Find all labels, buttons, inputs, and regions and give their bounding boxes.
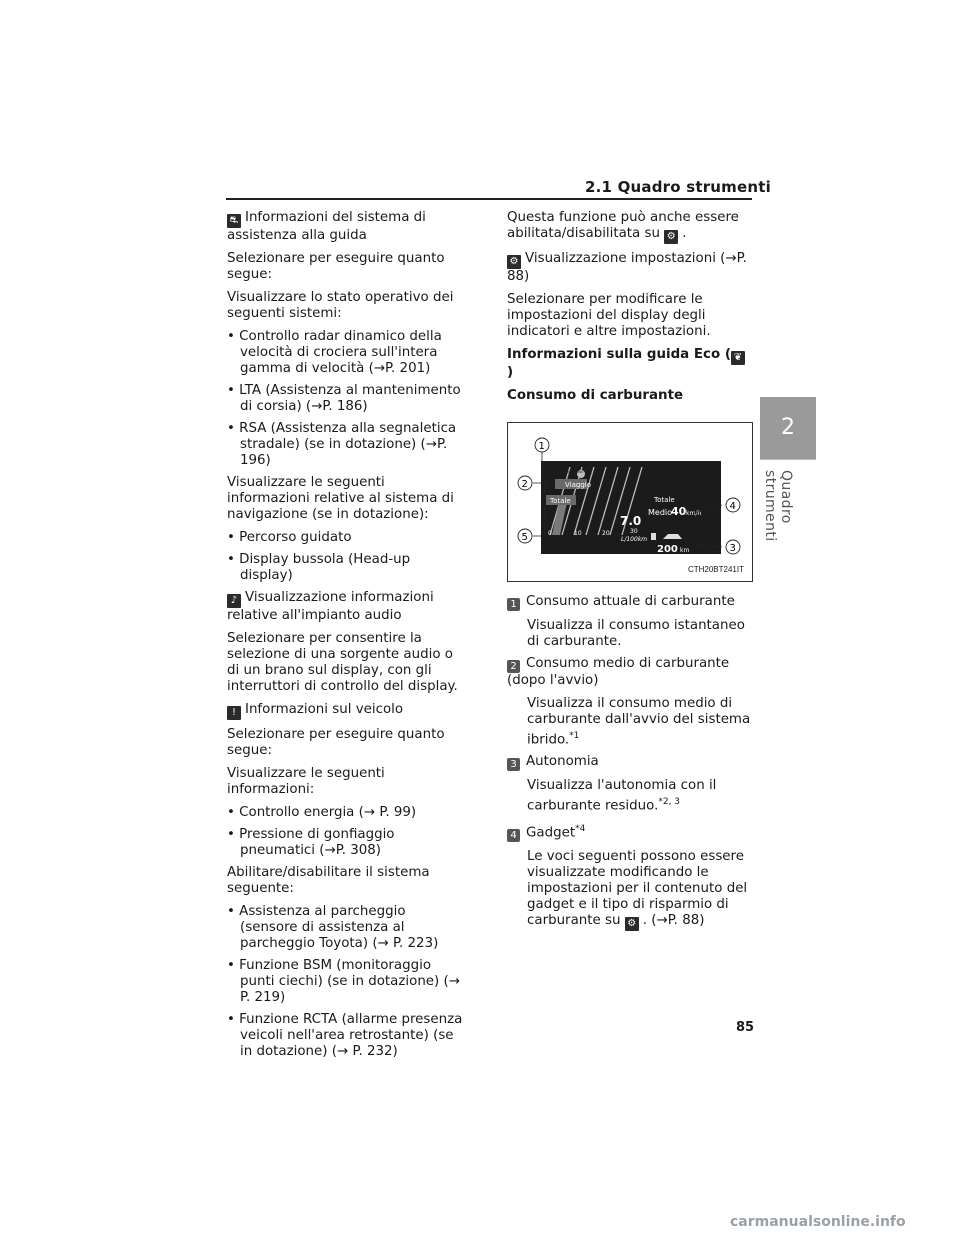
right-column [507, 210, 753, 937]
list-item: • Pressione di gonfiaggio pneumatici (→P. 308) [227, 827, 395, 858]
item-4-desc: Le voci seguenti possono essere visualizzate modificando le impostazioni per il contenuto del gadget e il tipo di risparmio di carburante su ⚙ . (→P. 88) [527, 849, 748, 930]
paragraph: Visualizzare lo stato operativo dei seguenti sistemi: [227, 290, 454, 321]
vehicle-info-icon: ! [227, 706, 241, 720]
scale-0: 0 [548, 530, 552, 537]
list-item: • Funzione BSM (monitoraggio punti ciechi) (se in dotazione) (→ P. 219) [227, 958, 460, 1005]
list-item: • LTA (Assistenza al mantenimento di corsia) (→P. 186) [227, 383, 461, 414]
paragraph: Visualizzare le seguenti informazioni relative al sistema di navigazione (se in dotazione): [227, 475, 454, 522]
item-number-badge: 3 [507, 758, 520, 771]
totale-left-label: Totale [550, 497, 571, 505]
paragraph: Questa funzione può anche essere abilitata/disabilitata su ⚙ . [507, 210, 739, 242]
paragraph: Selezionare per eseguire quanto segue: [227, 727, 445, 758]
item-2-title: 2 Consumo medio di carburante (dopo l'avvio) [507, 656, 730, 688]
chapter-tab-rule [760, 459, 816, 460]
fuel-consumption-figure [507, 422, 753, 582]
viaggio-label: Viaggio [565, 481, 591, 489]
item-4-title: 4 Gadget$^{*4}$ [507, 821, 753, 842]
medio-unit: km/h [686, 510, 702, 517]
list-item: • Display bussola (Head-up display) [227, 552, 411, 583]
left-column [227, 210, 467, 1066]
callout-4: 4 [729, 501, 736, 512]
header-rule [226, 198, 752, 200]
medio-label: Medio [648, 508, 673, 517]
audio-note-icon: ♪ [227, 594, 241, 608]
fuel-heading: Consumo di carburante [507, 388, 684, 403]
paragraph: Selezionare per consentire la selezione di una sorgente audio o di un brano sul display, con gli interruttori di controllo del display. [227, 631, 458, 694]
settings-gear-icon: ⚙ [664, 230, 678, 244]
scale-20: 20 [602, 530, 610, 537]
item-number-badge: 4 [507, 829, 520, 842]
range-value: 200 [657, 544, 678, 555]
audio-heading: ♪ Visualizzazione informazioni relative all'impianto audio [227, 590, 434, 623]
chapter-label: Quadro strumenti [762, 470, 794, 542]
page-number: 85 [736, 1020, 755, 1035]
paragraph: Selezionare per modificare le impostazioni del display degli indicatori e altre impostazioni. [507, 292, 711, 339]
vehicle-heading: ! Informazioni sul veicolo [227, 702, 467, 720]
current-value: 7.0 [620, 514, 642, 528]
settings-heading: ⚙ Visualizzazione impostazioni (→P. 88) [507, 251, 747, 284]
totale-right-label: Totale [654, 496, 675, 504]
scale-30: 30 [630, 528, 638, 535]
footnote-ref: *1 [569, 731, 580, 741]
list-item: • RSA (Assistenza alla segnaletica stradale) (se in dotazione) (→P. 196) [227, 421, 457, 468]
item-3-title: 3 Autonomia [507, 754, 753, 771]
paragraph: Selezionare per eseguire quanto segue: [227, 251, 445, 282]
medio-value: 40 [671, 505, 687, 518]
section-header: 2.1 Quadro strumenti [585, 178, 771, 196]
current-indicator [577, 470, 585, 478]
item-1-desc: Visualizza il consumo istantaneo di carburante. [527, 618, 745, 649]
item-3-desc: Visualizza l'autonomia con il carburante residuo.$^{*2, 3}$ [527, 778, 717, 814]
footnote-ref: *4 [575, 823, 586, 834]
chapter-tab [760, 397, 816, 459]
item-number-badge: 2 [507, 660, 520, 673]
footnote-ref: *2, 3 [658, 797, 681, 808]
list-item: • Controllo energia (→ P. 99) [227, 805, 417, 820]
driving-assist-icon: ⛐ [227, 214, 241, 228]
list-item: • Assistenza al parcheggio (sensore di assistenza al parcheggio Toyota) (→ P. 223) [227, 904, 439, 951]
list-item: • Funzione RCTA (allarme presenza veicoli nell'area retrostante) (se in dotazione) (→ P. 232) [227, 1012, 463, 1059]
fuel-pump-icon [651, 533, 656, 540]
eco-heading: Informazioni sulla guida Eco ( ❦) [507, 347, 753, 381]
callout-3: 3 [729, 543, 736, 554]
list-item: • Percorso guidato [227, 530, 352, 545]
figure-code: CTH20BT241IT [687, 565, 744, 574]
settings-gear-icon: ⚙ [507, 255, 521, 269]
item-number-badge: 1 [507, 598, 520, 611]
item-1-title: 1 Consumo attuale di carburante [507, 594, 753, 611]
settings-gear-icon: ⚙ [625, 917, 639, 931]
callout-1: 1 [538, 441, 545, 452]
callout-2: 2 [521, 479, 528, 490]
fuel-display-illustration [508, 423, 752, 581]
item-2-desc: Visualizza il consumo medio di carburante dall'avvio del sistema ibrido.$^{*1}$ [527, 696, 751, 748]
paragraph: Abilitare/disabilitare il sistema seguente: [227, 865, 430, 896]
chapter-number: 2 [781, 415, 795, 440]
scale-10: 10 [574, 530, 582, 537]
list-item: • Controllo radar dinamico della velocità di crociera sull'intera gamma di velocità (→P. 201) [227, 329, 442, 376]
range-unit: km [680, 547, 690, 554]
paragraph: Visualizzare le seguenti informazioni: [227, 766, 385, 797]
driving-assist-heading: ⛐ Informazioni del sistema di assistenza alla guida [227, 210, 426, 243]
watermark: carmanualsonline.info [730, 1214, 906, 1230]
callout-5: 5 [521, 532, 528, 543]
eco-leaf-icon: ❦ [731, 351, 745, 365]
scale-unit: L/100km [621, 536, 648, 543]
